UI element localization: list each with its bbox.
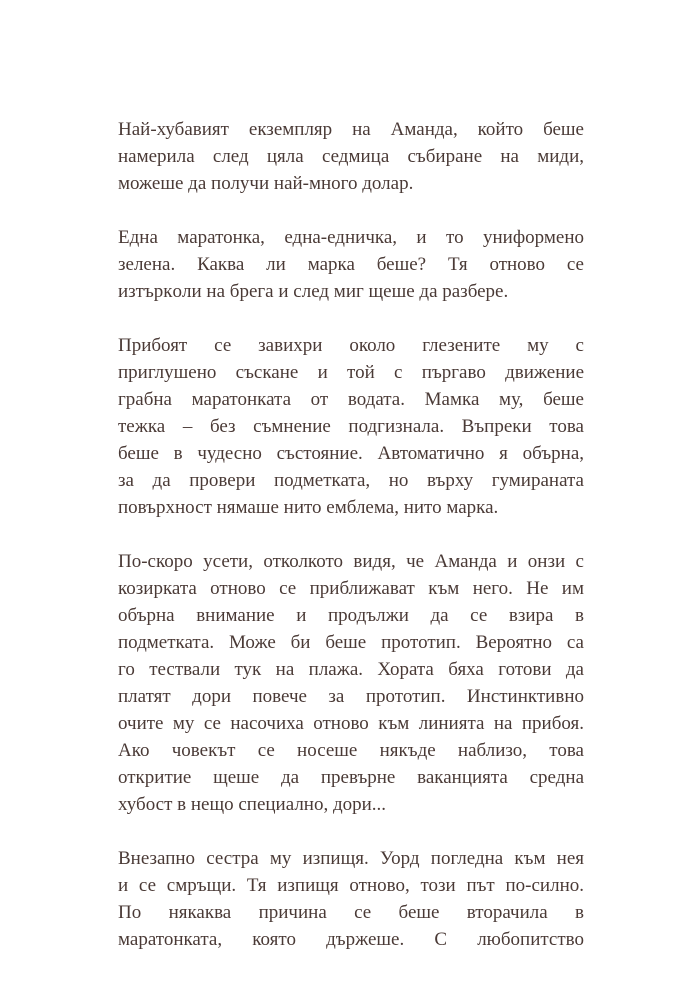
- text-line: Внезапно сестра му изпищя. Уорд погледна към нея: [118, 848, 584, 869]
- text-line: и се смръщи. Тя изпищя отново, този път по-силно.: [118, 875, 584, 896]
- text-line: По някаква причина се беше вторачила в: [118, 902, 584, 923]
- text-line: можеше да получи най-много долар.: [118, 173, 414, 194]
- text-line: зелена. Каква ли марка беше? Тя отново се: [118, 254, 584, 275]
- text-line: беше в чудесно състояние. Автоматично я обърна,: [118, 443, 584, 464]
- text-line: откритие щеше да превърне ваканцията средна: [118, 767, 584, 788]
- text-line: грабна маратонката от водата. Мамка му, беше: [118, 389, 584, 410]
- paragraph-1: [118, 116, 584, 197]
- text-line: очите му се насочиха отново към линията на прибоя.: [118, 713, 584, 734]
- paragraph-4: [118, 548, 584, 818]
- text-line: По-скоро усети, отколкото видя, че Аманда и онзи с: [118, 551, 584, 572]
- paragraph-2: [118, 224, 584, 305]
- text-line: маратонката, която държеше. С любопитство: [118, 929, 584, 950]
- paragraph-3: [118, 332, 584, 521]
- text-line: Прибоят се завихри около глезените му с: [118, 335, 584, 356]
- text-line: подметката. Може би беше прототип. Вероятно са: [118, 632, 584, 653]
- text-line: козирката отново се приближават към него. Не им: [118, 578, 584, 599]
- text-line: Ако човекът се носеше някъде наблизо, това: [118, 740, 584, 761]
- paragraph-5: [118, 845, 584, 953]
- text-line: обърна внимание и продължи да се взира в: [118, 605, 584, 626]
- text-line: намерила след цяла седмица събиране на миди,: [118, 146, 584, 167]
- text-line: Една маратонка, една-едничка, и то униформено: [118, 227, 584, 248]
- text-line: за да провери подметката, но върху гумираната: [118, 470, 584, 491]
- text-line: хубост в нещо специално, дори...: [118, 794, 387, 815]
- text-line: тежка – без съмнение подгизнала. Въпреки това: [118, 416, 584, 437]
- text-line: го тествали тук на плажа. Хората бяха готови да: [118, 659, 584, 680]
- page-text: [118, 116, 584, 980]
- text-line: Най-хубавият екземпляр на Аманда, който беше: [118, 119, 584, 140]
- text-line: изтъркoли на брега и след миг щеше да разбере.: [118, 281, 509, 302]
- text-line: приглушено съскане и той с пъргаво движение: [118, 362, 584, 383]
- text-line: повърхност нямаше нито емблема, нито марка.: [118, 497, 499, 518]
- text-line: платят дори повече за прототип. Инстинктивно: [118, 686, 584, 707]
